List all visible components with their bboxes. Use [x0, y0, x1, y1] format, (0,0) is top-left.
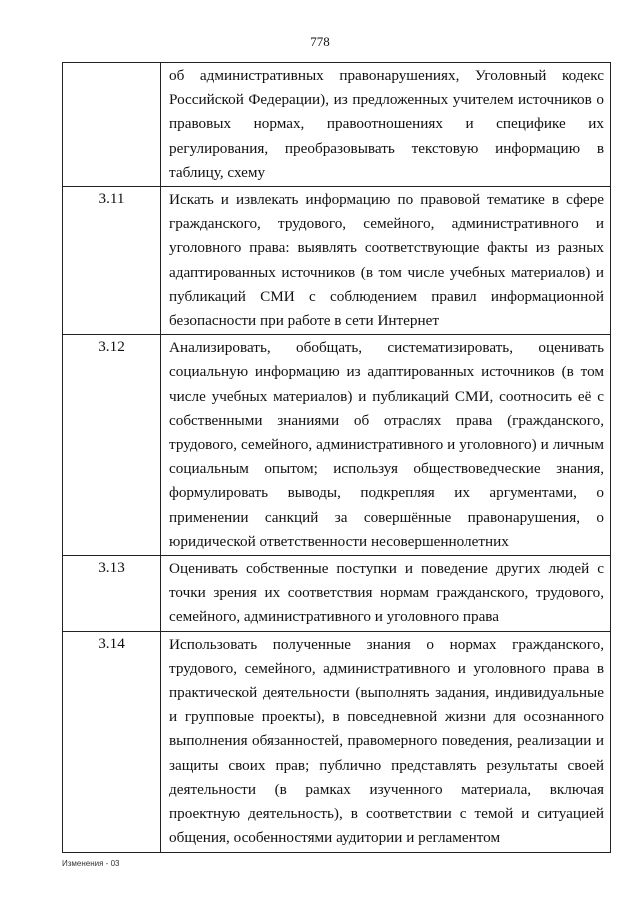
row-number: 3.12	[63, 335, 161, 556]
requirements-table	[62, 62, 611, 853]
row-number: 3.14	[63, 631, 161, 852]
row-number: 3.13	[63, 556, 161, 632]
table-row	[63, 187, 611, 335]
row-text: Использовать полученные знания о нормах гражданского, трудового, семейного, административного и уголовного права в практической деятельности (выполнять задания, индивидуальные и групповые проекты), в повседневной жизни для осознанного выполнения обязанностей, правомерного поведения, реализации и защиты своих прав; публично представлять результаты своей деятельности (в рамках изученного материала, включая проектную деятельность), в соответствии с темой и ситуацией общения, особенностями аудитории и регламентом	[161, 631, 611, 852]
row-text: Оценивать собственные поступки и поведение других людей с точки зрения их соответствия нормам гражданского, трудового, семейного, административного и уголовного права	[161, 556, 611, 632]
page-number: 778	[310, 34, 330, 49]
table-row	[63, 631, 611, 852]
row-text: Искать и извлекать информацию по правовой тематике в сфере гражданского, трудового, семейного, административного и уголовного права: выявлять соответствующие факты из разных адаптированных источников (в том числе учебных материалов) и публикаций СМИ с соблюдением правил информационной безопасности при работе в сети Интернет	[161, 187, 611, 335]
table-row	[63, 335, 611, 556]
row-text: Анализировать, обобщать, систематизировать, оценивать социальную информацию из адаптированных источников (в том числе учебных материалов) и публикаций СМИ, соотносить её с собственными знаниями об отраслях права (гражданского, трудового, семейного, административного и уголовного) и личным социальным опытом; используя обществоведческие знания, формулировать выводы, подкрепляя их аргументами, о применении санкций за совершённые правонарушения, о юридической ответственности несовершеннолетних	[161, 335, 611, 556]
row-text: об административных правонарушениях, Уголовный кодекс Российской Федерации), из предложенных учителем источников о правовых нормах, правоотношениях и специфике их регулирования, преобразовывать текстовую информацию в таблицу, схему	[161, 63, 611, 187]
table-row	[63, 63, 611, 187]
revision-footer: Изменения - 03	[62, 859, 120, 868]
row-number	[63, 63, 161, 187]
table-row	[63, 556, 611, 632]
row-number: 3.11	[63, 187, 161, 335]
